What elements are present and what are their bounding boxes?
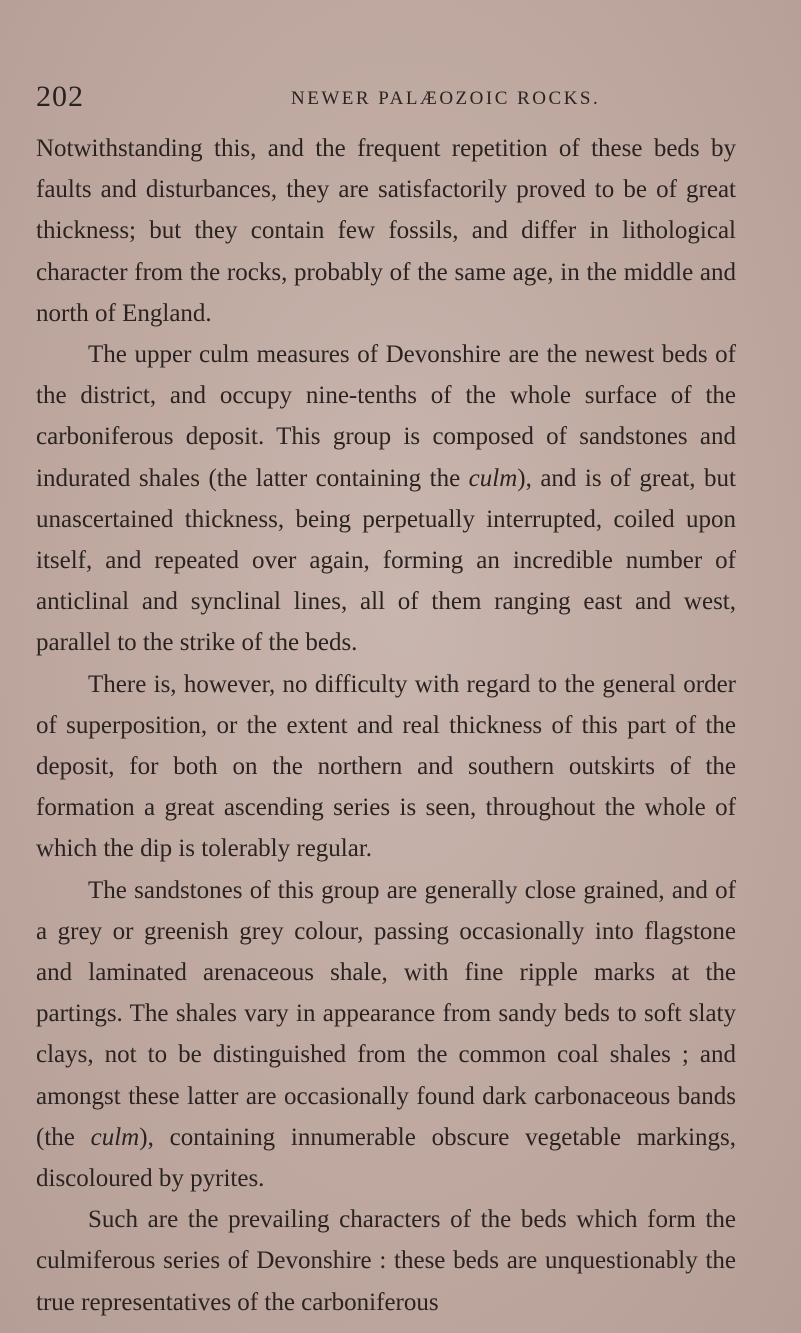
paragraph-text: Such are the prevailing characters of the beds which form the culmiferous series of Devonshire : these beds are unquestionably the true representatives of the carboniferous	[36, 1206, 736, 1316]
paragraph-text: ), containing innumerable obscure vegetable markings, discoloured by pyrites.	[36, 1123, 736, 1193]
paragraph-text: The upper culm measures of Devonshire are the newest beds of the district, and occupy nine-tenths of the whole surface of the carboniferous deposit. This group is composed of sandstones and indurated shales (the latter containing the	[36, 341, 736, 492]
paragraph-text: There is, however, no difficulty with regard to the general order of superposition, or the extent and real thickness of this part of the deposit, for both on the northern and southern outskirts of the formation a great ascending series is seen, throughout the whole of which the dip is tolerably regular.	[36, 670, 736, 863]
paragraph-3	[36, 664, 736, 870]
running-head: NEWER PALÆOZOIC ROCKS.	[291, 88, 601, 109]
paragraph-5	[36, 1199, 736, 1323]
italic-term: culm	[468, 464, 518, 492]
paragraph-text: Notwithstanding this, and the frequent repetition of these beds by faults and disturbances, they are satisfactorily proved to be of great thickness; but they contain few fossils, and differ in lithological character from the rocks, probably of the same age, in the middle and north of England.	[36, 135, 736, 327]
paragraph-2	[36, 334, 736, 664]
paragraph-4	[36, 870, 736, 1200]
paragraph-text: ), and is of great, but unascertained thickness, being perpetually interrupted, coiled upon itself, and repeated over again, forming an incredible number of anticlinal and synclinal lines, all of them ranging east and west, parallel to the strike of the beds.	[36, 464, 736, 657]
page-header	[36, 80, 736, 120]
page-number: 202	[36, 80, 84, 113]
paragraph-1	[36, 128, 736, 334]
body-text	[36, 128, 736, 1323]
italic-term: culm	[90, 1123, 140, 1151]
paragraph-text: The sandstones of this group are generally close grained, and of a grey or greenish grey colour, passing occasionally into flagstone and laminated arenaceous shale, with fine ripple marks at the partings. The shales vary in appearance from sandy beds to soft slaty clays, not to be distinguished from the common coal shales ; and amongst these latter are occasionally found dark carbonaceous bands (the	[36, 876, 736, 1151]
